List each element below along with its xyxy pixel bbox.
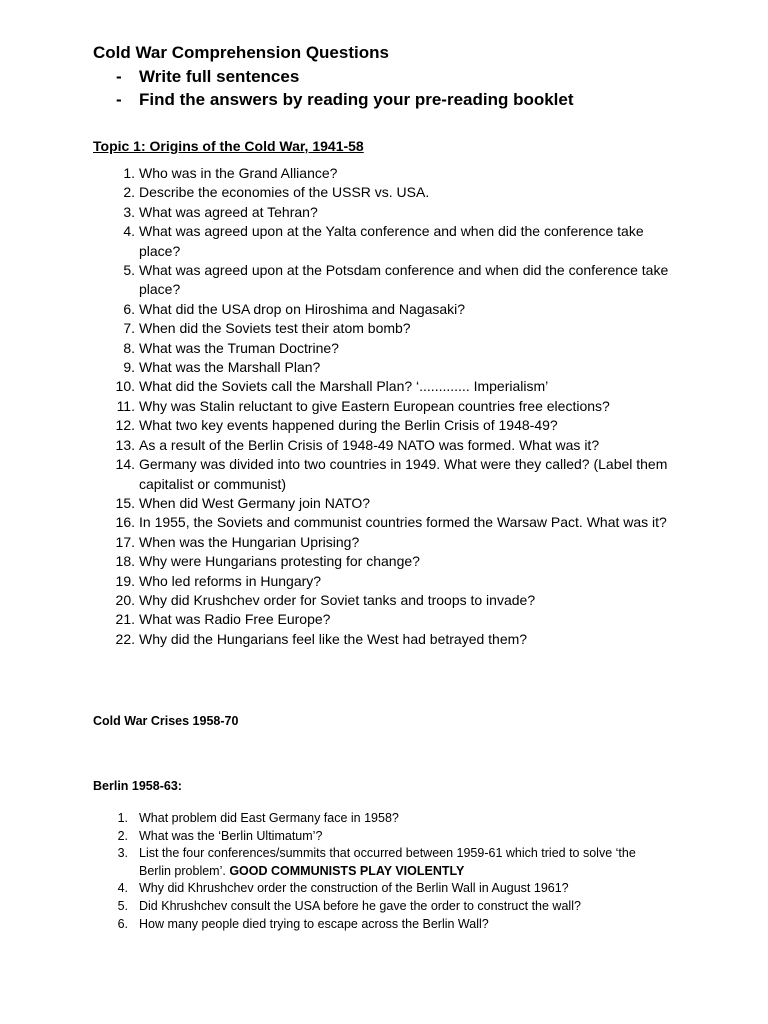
question-text-block — [139, 630, 678, 649]
topic1-question-list — [112, 164, 678, 649]
mnemonic-emphasis: GOOD COMMUNISTS PLAY VIOLENTLY — [229, 863, 465, 878]
question-item — [112, 455, 678, 494]
question-text-block — [139, 828, 657, 846]
question-number: 1. — [117, 811, 128, 825]
question-text: What was the Marshall Plan? — [139, 359, 321, 376]
question-number: 14. — [115, 456, 135, 473]
question-item — [112, 164, 678, 183]
question-text: When did West Germany join NATO? — [139, 494, 371, 511]
question-text-block — [139, 591, 678, 610]
question-item — [112, 810, 657, 828]
document-title: Cold War Comprehension Questions — [93, 43, 389, 62]
question-number: 13. — [115, 436, 135, 453]
question-text-block — [139, 880, 657, 898]
question-text-block — [139, 416, 678, 435]
question-item — [112, 828, 657, 846]
question-number: 4. — [123, 223, 135, 240]
question-number: 11. — [116, 397, 135, 414]
question-item — [112, 630, 678, 649]
question-text: What was agreed upon at the Potsdam conference and when did the conference take place? — [139, 262, 669, 298]
question-item — [112, 898, 657, 916]
question-item — [112, 513, 678, 532]
dash-bullet: - — [116, 90, 122, 109]
question-number: 6. — [117, 916, 128, 931]
question-text: What was the ‘Berlin Ultimatum’? — [139, 828, 323, 843]
question-number: 18. — [115, 553, 135, 570]
question-text-block — [139, 552, 678, 571]
question-item — [112, 203, 678, 222]
question-number: 22. — [115, 630, 135, 647]
question-text: What was Radio Free Europe? — [139, 611, 331, 628]
question-number: 1. — [123, 165, 135, 181]
question-item — [112, 222, 678, 261]
question-number: 20. — [115, 591, 135, 608]
question-text: What was agreed at Tehran? — [139, 203, 318, 220]
question-item — [112, 494, 678, 513]
question-number: 4. — [117, 881, 128, 896]
question-text-block — [139, 377, 678, 396]
question-item — [112, 183, 678, 202]
question-item — [112, 416, 678, 435]
question-text: What was the Truman Doctrine? — [139, 339, 339, 356]
question-number: 16. — [115, 514, 135, 531]
question-text-block — [139, 610, 678, 629]
question-number: 12. — [115, 417, 135, 434]
question-text-block — [139, 533, 678, 552]
instructions-list — [116, 65, 574, 111]
question-item — [112, 591, 678, 610]
question-text-block — [139, 222, 678, 261]
question-text: As a result of the Berlin Crisis of 1948-49 NATO was formed. What was it? — [139, 436, 600, 453]
question-text-block — [139, 455, 678, 494]
question-text: In 1955, the Soviets and communist countries formed the Warsaw Pact. What was it? — [139, 514, 667, 531]
question-text: List the four conferences/summits that occurred between 1959-61 which tried to solve ‘the Berlin problem’. — [139, 846, 636, 878]
question-text: What did the Soviets call the Marshall Plan? ‘............. Imperialism’ — [139, 378, 549, 395]
question-text: What did the USA drop on Hiroshima and Nagasaki? — [139, 300, 466, 317]
dash-bullet: - — [116, 67, 122, 86]
instruction-text: Write full sentences — [139, 67, 300, 86]
question-number: 5. — [117, 898, 128, 913]
question-text-block — [139, 513, 678, 532]
question-text-block — [139, 358, 678, 377]
question-number: 21. — [115, 611, 135, 628]
question-text-block — [139, 494, 678, 513]
question-item — [112, 319, 678, 338]
question-text: Describe the economies of the USSR vs. USA. — [139, 184, 430, 201]
question-item — [112, 552, 678, 571]
question-text-block — [139, 916, 657, 934]
question-item — [112, 261, 678, 300]
question-text-block — [139, 261, 678, 300]
question-text-block — [139, 164, 678, 183]
question-text-block — [139, 845, 657, 880]
question-item — [112, 916, 657, 934]
question-text: When did the Soviets test their atom bomb? — [139, 320, 411, 337]
question-number: 15. — [115, 494, 135, 511]
question-text: Who was in the Grand Alliance? — [139, 165, 338, 181]
question-text: When was the Hungarian Uprising? — [139, 533, 360, 550]
instruction-text: Find the answers by reading your pre-reading booklet — [139, 90, 574, 109]
question-text-block — [139, 300, 678, 319]
berlin-heading: Berlin 1958-63: — [93, 779, 182, 793]
question-text-block — [139, 397, 678, 416]
question-number: 19. — [115, 572, 135, 589]
question-number: 17. — [115, 533, 135, 550]
question-text: Who led reforms in Hungary? — [139, 572, 322, 589]
question-number: 6. — [123, 300, 135, 317]
question-item — [112, 300, 678, 319]
question-item — [112, 358, 678, 377]
question-number: 2. — [123, 184, 135, 201]
question-text: Did Khrushchev consult the USA before he gave the order to construct the wall? — [139, 898, 581, 913]
question-item — [112, 845, 657, 880]
berlin-question-list — [112, 810, 657, 933]
question-text-block — [139, 203, 678, 222]
question-text: How many people died trying to escape across the Berlin Wall? — [139, 916, 489, 931]
question-text: What two key events happened during the Berlin Crisis of 1948-49? — [139, 417, 558, 434]
question-number: 9. — [123, 359, 135, 376]
question-number: 7. — [123, 320, 135, 337]
question-number: 3. — [123, 203, 135, 220]
instruction-item — [116, 65, 574, 88]
question-text-block — [139, 572, 678, 591]
question-text: Why did Khrushchev order the construction of the Berlin Wall in August 1961? — [139, 881, 569, 896]
instruction-item — [116, 88, 574, 111]
question-item — [112, 610, 678, 629]
question-item — [112, 880, 657, 898]
question-text: Why was Stalin reluctant to give Eastern European countries free elections? — [139, 397, 610, 414]
question-text-block — [139, 436, 678, 455]
question-item — [112, 436, 678, 455]
question-text-block — [139, 898, 657, 916]
question-item — [112, 377, 678, 396]
question-item — [112, 339, 678, 358]
question-item — [112, 572, 678, 591]
question-text: Germany was divided into two countries in 1949. What were they called? (Label them capitalist or communist) — [139, 456, 668, 492]
question-text-block — [139, 339, 678, 358]
question-text: Why did the Hungarians feel like the West had betrayed them? — [139, 630, 528, 647]
question-text: Why were Hungarians protesting for change? — [139, 553, 420, 570]
question-text: What was agreed upon at the Yalta conference and when did the conference take place? — [139, 223, 644, 259]
question-number: 5. — [123, 262, 135, 279]
question-text-block — [139, 319, 678, 338]
crises-heading: Cold War Crises 1958-70 — [93, 714, 239, 728]
question-number: 8. — [123, 339, 135, 356]
question-text: Why did Krushchev order for Soviet tanks and troops to invade? — [139, 591, 536, 608]
question-text-block — [139, 810, 657, 828]
question-item — [112, 533, 678, 552]
question-number: 10. — [115, 378, 135, 395]
question-number: 2. — [117, 828, 128, 843]
question-text: What problem did East Germany face in 1958? — [139, 811, 399, 825]
question-number: 3. — [117, 846, 128, 861]
topic1-heading: Topic 1: Origins of the Cold War, 1941-58 — [93, 138, 364, 154]
question-text-block — [139, 183, 678, 202]
question-item — [112, 397, 678, 416]
